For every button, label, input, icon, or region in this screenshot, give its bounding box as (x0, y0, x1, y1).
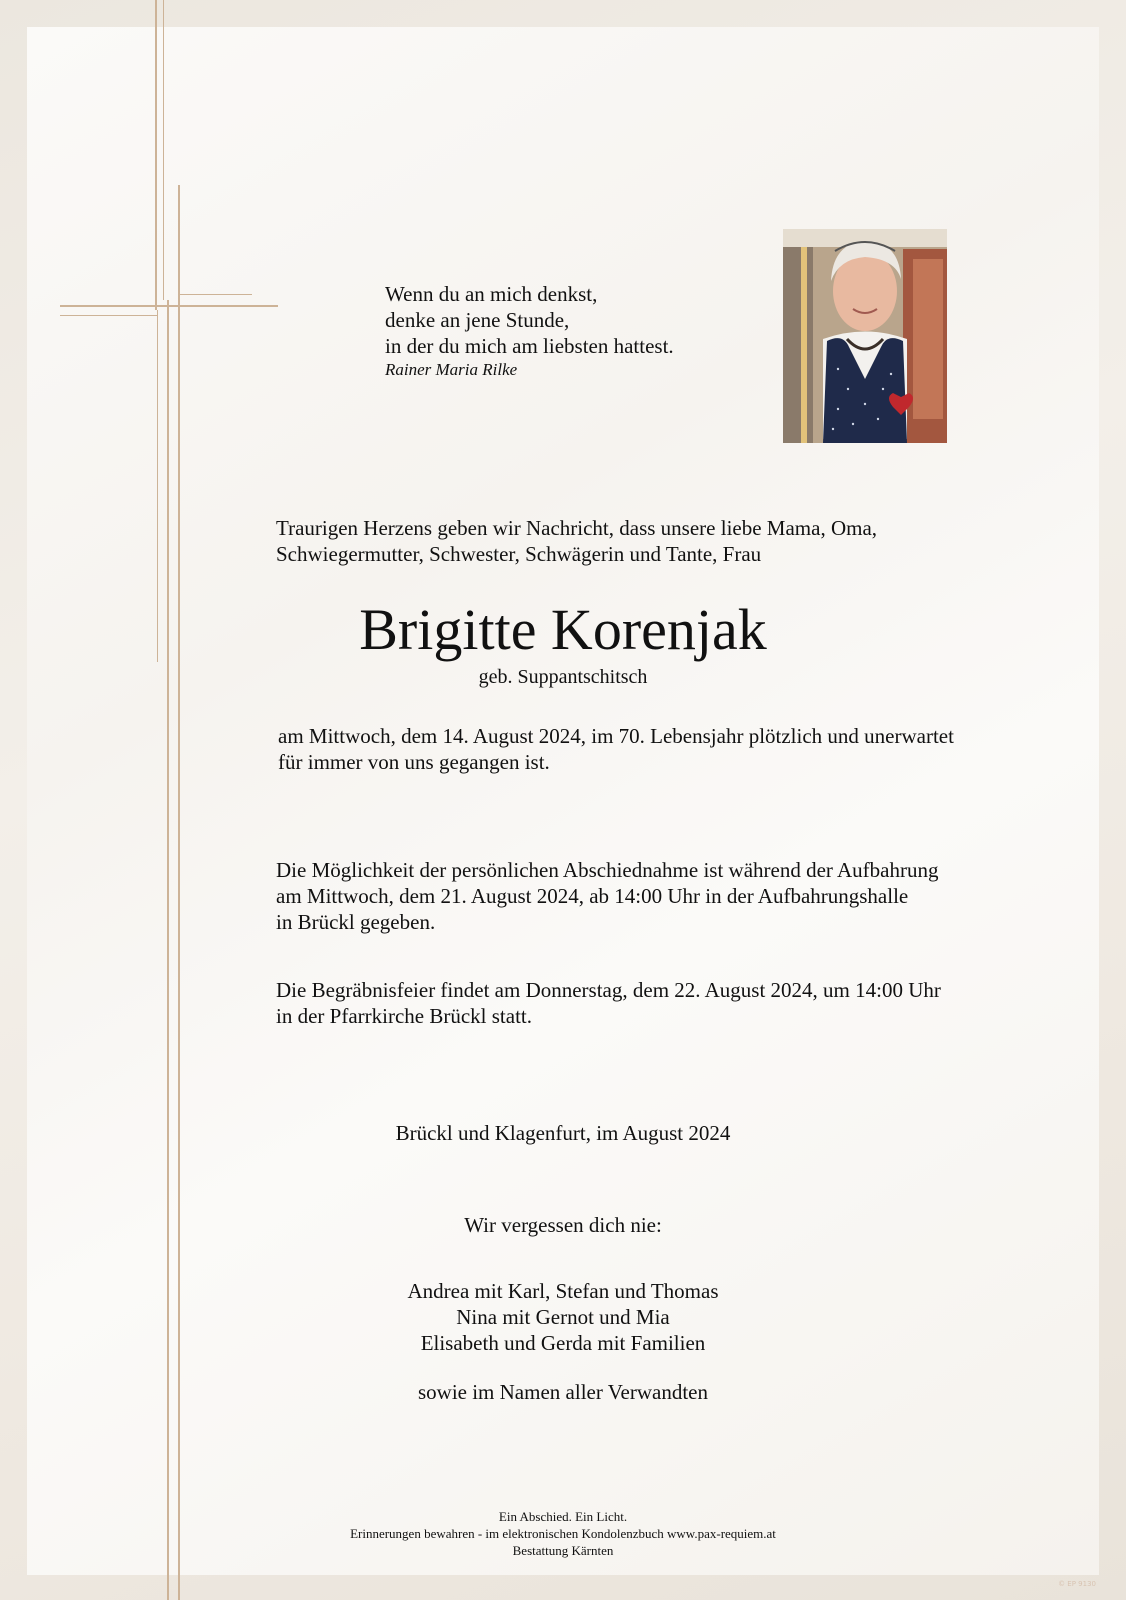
poem-line: Wenn du an mich denkst, (385, 282, 598, 306)
intro-line: Schwiegermutter, Schwester, Schwägerin und Tante, Frau (276, 542, 762, 566)
closing-line: Wir vergessen dich nie: (464, 1213, 662, 1237)
portrait-illustration (783, 229, 947, 443)
farewell-line: Die Möglichkeit der persönlichen Abschiednahme ist während der Aufbahrung (276, 858, 939, 882)
place-date: Brückl und Klagenfurt, im August 2024 (395, 1121, 731, 1145)
poem-line: denke an jene Stunde, (385, 308, 570, 332)
footer-line: Erinnerungen bewahren - im elektronischen Kondolenzbuch www.pax-requiem.at (350, 1526, 776, 1541)
mourner: Nina mit Gernot und Mia (456, 1305, 670, 1329)
funeral-line: Die Begräbnisfeier findet am Donnerstag, dem 22. August 2024, um 14:00 Uhr (276, 978, 941, 1002)
mourner: Elisabeth und Gerda mit Familien (420, 1331, 706, 1355)
deceased-name: Brigitte Korenjak (359, 597, 767, 662)
template-code: © EP 9130 (1058, 1580, 1096, 1588)
mourner: Andrea mit Karl, Stefan und Thomas (407, 1279, 719, 1303)
footer-line: Ein Abschied. Ein Licht. (498, 1509, 628, 1524)
poem-line: in der du mich am liebsten hattest. (385, 334, 674, 358)
poem (385, 281, 674, 381)
death-notice (278, 723, 954, 775)
relatives-line: sowie im Namen aller Verwandten (417, 1380, 709, 1404)
portrait-photo (783, 229, 947, 443)
funeral-info (276, 977, 941, 1029)
farewell-line: am Mittwoch, dem 21. August 2024, ab 14:00 Uhr in der Aufbahrungshalle (276, 884, 909, 908)
funeral-line: in der Pfarrkirche Brückl statt. (276, 1004, 532, 1028)
death-notice-line: für immer von uns gegangen ist. (278, 750, 550, 774)
death-notice-line: am Mittwoch, dem 14. August 2024, im 70. Lebensjahr plötzlich und unerwartet (278, 724, 954, 748)
farewell-line: in Brückl gegeben. (276, 910, 436, 934)
birth-name: geb. Suppantschitsch (478, 666, 648, 688)
footer (0, 1508, 1126, 1559)
mourners-list (0, 1278, 1126, 1356)
farewell-info (276, 857, 938, 935)
poem-author: Rainer Maria Rilke (385, 360, 518, 379)
intro-text (276, 515, 877, 567)
footer-line: Bestattung Kärnten (512, 1543, 614, 1558)
intro-line: Traurigen Herzens geben wir Nachricht, dass unsere liebe Mama, Oma, (276, 516, 878, 540)
